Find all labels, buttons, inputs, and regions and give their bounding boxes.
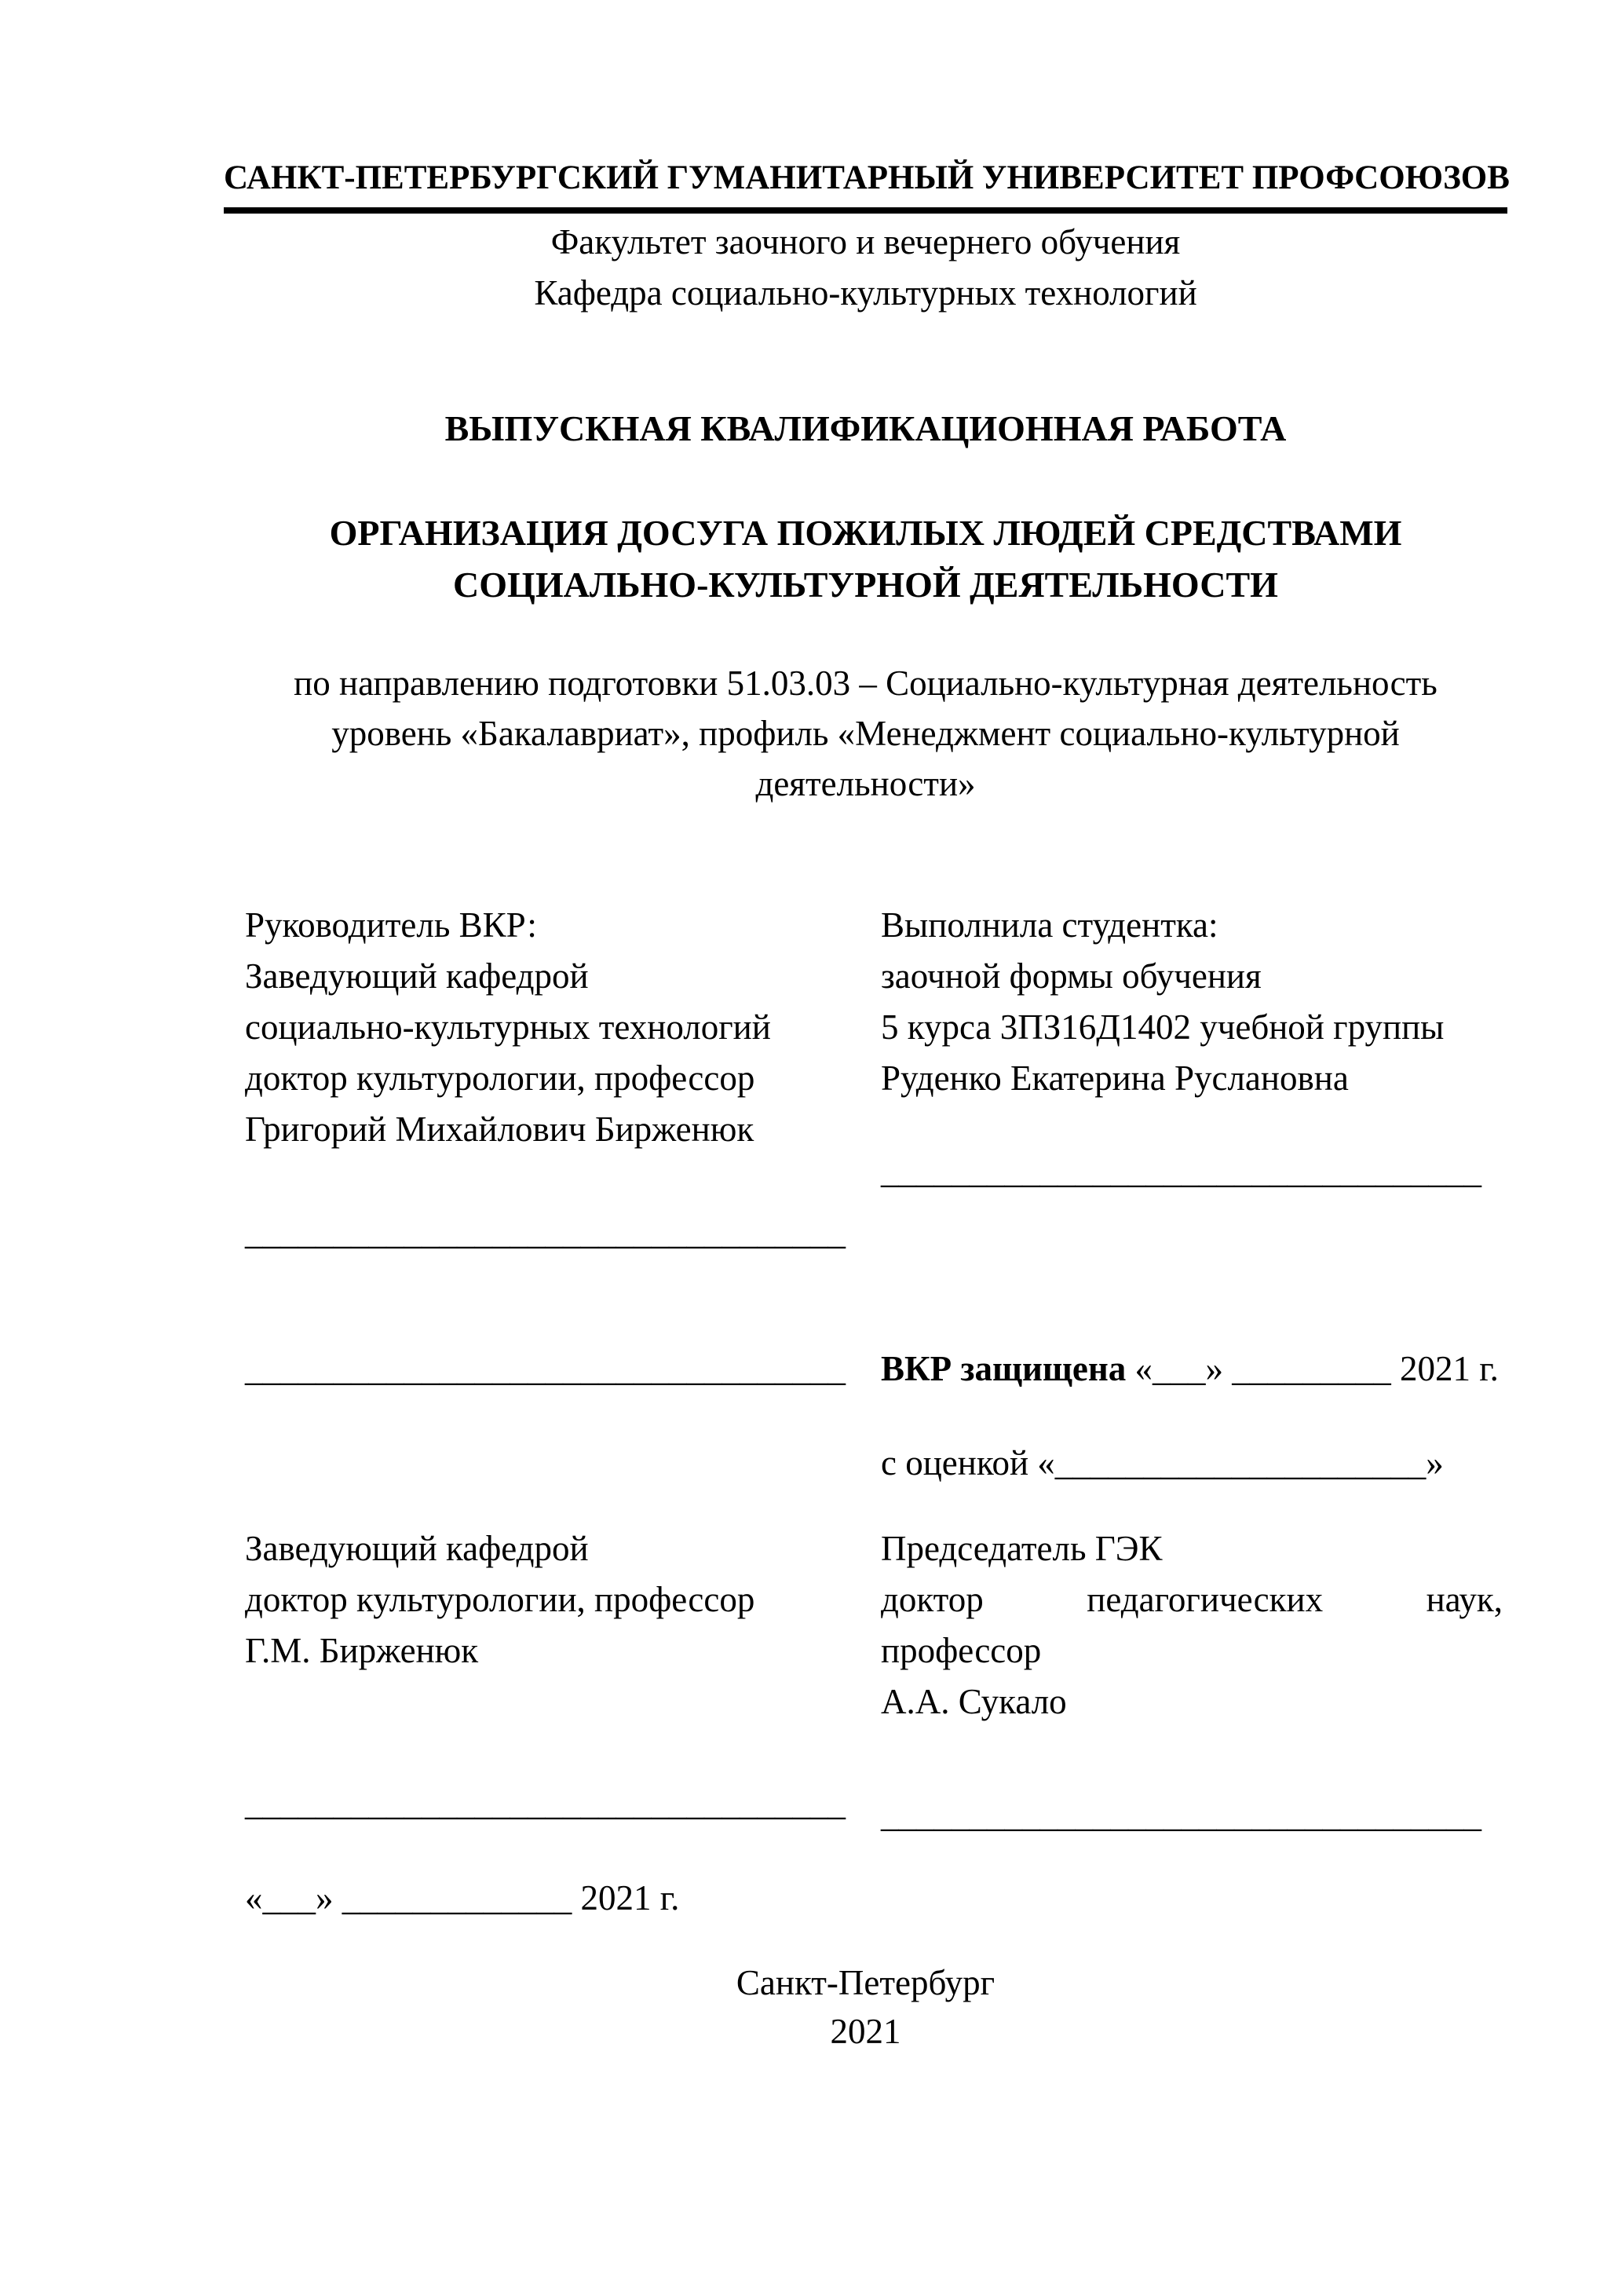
city-line: Санкт-Петербург xyxy=(736,1963,995,2002)
dept-head-degree-line: доктор культурологии, профессор xyxy=(245,1580,755,1619)
defense-blanks: «___» _________ 2021 г. xyxy=(1126,1349,1499,1388)
student-group-line: 5 курса 3ПЗ16Д1402 учебной группы xyxy=(881,1007,1445,1047)
signature-line-supervisor: __________________________________ xyxy=(245,1212,846,1252)
supervisor-position-line: Заведующий кафедрой xyxy=(245,956,589,996)
defense-date-line xyxy=(881,1347,1499,1391)
student-name: Руденко Екатерина Руслановна xyxy=(881,1058,1349,1098)
header-rule xyxy=(224,207,1507,214)
work-type-heading: ВЫПУСКНАЯ КВАЛИФИКАЦИОННАЯ РАБОТА xyxy=(444,408,1287,448)
gek-chair-degree-line: доктор педагогических наук, xyxy=(881,1580,1503,1619)
thesis-title-line: ОРГАНИЗАЦИЯ ДОСУГА ПОЖИЛЫХ ЛЮДЕЙ СРЕДСТВАМИ xyxy=(329,513,1402,553)
gek-chair-name: А.А. Сукало xyxy=(881,1682,1067,1721)
signature-line-gek-chair: __________________________________ xyxy=(881,1795,1481,1834)
student-form-line: заочной формы обучения xyxy=(881,956,1262,996)
student-block xyxy=(881,900,1509,1104)
program-info xyxy=(224,658,1507,809)
thesis-title-line: СОЦИАЛЬНО-КУЛЬТУРНОЙ ДЕЯТЕЛЬНОСТИ xyxy=(453,565,1278,605)
gek-chair-title-line: профессор xyxy=(881,1631,1042,1670)
gek-chair-position-line: Председатель ГЭК xyxy=(881,1529,1163,1568)
year-line: 2021 xyxy=(830,2012,901,2051)
university-name: САНКТ-ПЕТЕРБУРГСКИЙ ГУМАНИТАРНЫЙ УНИВЕРСИТЕТ ПРОФСОЮЗОВ xyxy=(224,159,1510,196)
program-line: деятельности» xyxy=(755,764,976,803)
date-line: «___» _____________ 2021 г. xyxy=(245,1878,680,1918)
grade-line: с оценкой «_____________________» xyxy=(881,1443,1444,1483)
dept-head-name: Г.М. Бирженюк xyxy=(245,1631,479,1670)
gek-chair-block xyxy=(881,1523,1503,1727)
signature-line-left: __________________________________ xyxy=(245,1349,846,1388)
program-line: по направлению подготовки 51.03.03 – Социально-культурная деятельность xyxy=(294,664,1438,703)
thesis-title xyxy=(224,507,1507,611)
faculty-line: Факультет заочного и вечернего обучения xyxy=(550,222,1181,261)
dept-head-position-line: Заведующий кафедрой xyxy=(245,1529,589,1568)
signature-line-dept-head: __________________________________ xyxy=(245,1783,846,1823)
supervisor-position-line: социально-культурных технологий xyxy=(245,1007,771,1047)
supervisor-name: Григорий Михайлович Бирженюк xyxy=(245,1110,754,1149)
signature-line-student: __________________________________ xyxy=(881,1151,1481,1190)
student-role-line: Выполнила студентка: xyxy=(881,905,1218,945)
supervisor-role-line: Руководитель ВКР: xyxy=(245,905,537,945)
program-line: уровень «Бакалавриат», профиль «Менеджмент социально-культурной xyxy=(331,714,1400,753)
department-line: Кафедра социально-культурных технологий xyxy=(534,273,1197,313)
supervisor-block xyxy=(245,900,873,1155)
department-head-block xyxy=(245,1523,873,1676)
supervisor-degree-line: доктор культурологии, профессор xyxy=(245,1058,755,1098)
defense-label: ВКР защищена xyxy=(881,1349,1127,1388)
